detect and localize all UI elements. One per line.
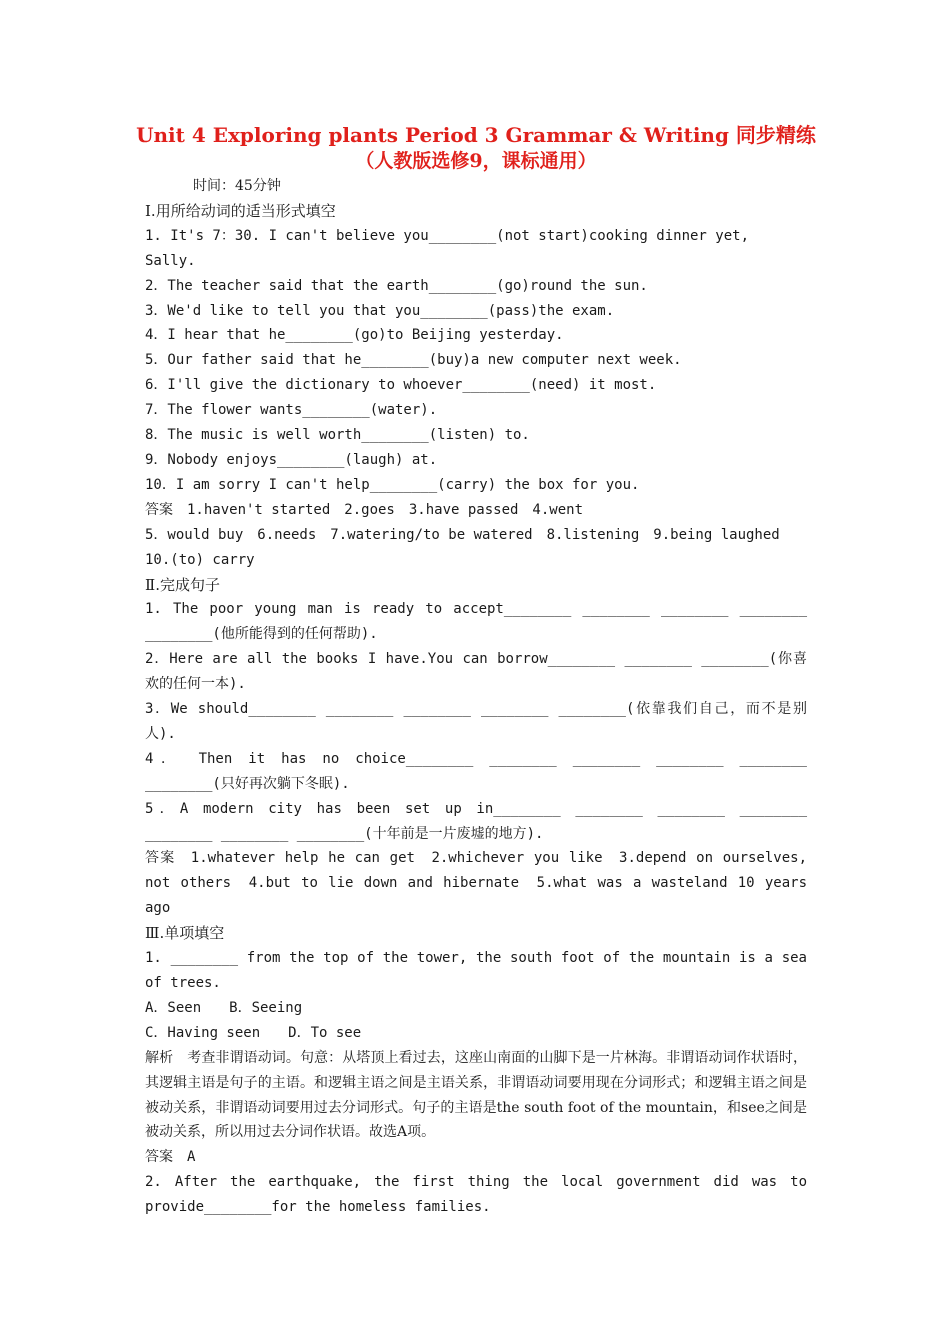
section2-item: 5．A modern city has been set up in________ ________ ________ ________ ________ ________ ________(十年前是一片废墟的地方). bbox=[145, 800, 816, 842]
section2-item: 2．Here are all the books I have.You can borrow________ ________ ________(你喜欢的任何一本). bbox=[145, 651, 807, 693]
question-1-options: C．Having seen D．To see bbox=[145, 1024, 362, 1041]
section1-item: 1. It's 7：30. I can't believe you________(not start)cooking dinner yet, Sally. bbox=[145, 227, 758, 269]
section1-item: 3．We'd like to tell you that you________(pass)the exam. bbox=[145, 302, 615, 319]
time-limit: 时间：45分钟 bbox=[193, 178, 281, 194]
section1-answers: 答案 1.haven't started 2.goes 3.have passed 4.went bbox=[145, 501, 584, 518]
section1-answers: 10.(to) carry bbox=[145, 551, 255, 568]
section2-heading: Ⅱ.完成句子 bbox=[145, 575, 220, 594]
section2-answers: 答案 1.whatever help he can get 2.whichever you like 3.depend on ourselves, not others 4.but to lie down and hibernate 5.what was a wasteland 10 years ago bbox=[145, 850, 816, 917]
document-body bbox=[136, 122, 816, 1220]
section1-item: 6．I'll give the dictionary to whoever________(need) it most. bbox=[145, 377, 657, 394]
section2-item: 4． Then it has no choice________ ________ ________ ________ ________ ________(只好再次躺下冬眠). bbox=[145, 750, 816, 792]
section1-item: 2．The teacher said that the earth________(go)round the sun. bbox=[145, 277, 648, 294]
question-1-analysis: 解析 考查非谓语动词。句意：从塔顶上看过去，这座山南面的山脚下是一片林海。非谓语动词作状语时，其逻辑主语是句子的主语。和逻辑主语之间是主语关系，非谓语动词要用现在分词形式；和逻辑主语之间是被动关系，非谓语动词要用过去分词形式。句子的主语是the south foot of the mountain，和see之间是被动关系，所以用过去分词作状语。故选A项。 bbox=[145, 1049, 807, 1141]
section1-heading: Ⅰ.用所给动词的适当形式填空 bbox=[145, 201, 336, 220]
section1-item: 10．I am sorry I can't help________(carry) the box for you. bbox=[145, 476, 640, 493]
section2-item: 3．We should________ ________ ________ ________ ________(依靠我们自己，而不是别人). bbox=[145, 701, 807, 742]
section1-answers: 5．would buy 6.needs 7.watering/to be watered 8.listening 9.being laughed bbox=[145, 526, 780, 543]
section1-item: 8．The music is well worth________(listen) to. bbox=[145, 427, 530, 444]
section3-heading: Ⅲ.单项填空 bbox=[145, 924, 225, 943]
section1-item: 4．I hear that he________(go)to Beijing yesterday. bbox=[145, 327, 564, 344]
section1-item: 7．The flower wants________(water). bbox=[145, 402, 438, 419]
document-subtitle: （人教版选修9，课标通用） bbox=[355, 150, 597, 172]
section1-item: 9．Nobody enjoys________(laugh) at. bbox=[145, 451, 438, 468]
question-1-options: A．Seen B．Seeing bbox=[145, 999, 303, 1016]
question-1-answer: 答案 A bbox=[145, 1149, 196, 1166]
document-title: Unit 4 Exploring plants Period 3 Grammar & Writing 同步精练 bbox=[136, 123, 816, 147]
section2-item: 1. The poor young man is ready to accept________ ________ ________ ________ ________(他所能得到的任何帮助). bbox=[145, 601, 816, 643]
question-2: 2. After the earthquake, the first thing the local government did was to provide________for the homeless families. bbox=[145, 1174, 816, 1216]
question-1: 1. ________ from the top of the tower, the south foot of the mountain is a sea of trees. bbox=[145, 950, 816, 991]
section1-item: 5．Our father said that he________(buy)a new computer next week. bbox=[145, 352, 682, 369]
